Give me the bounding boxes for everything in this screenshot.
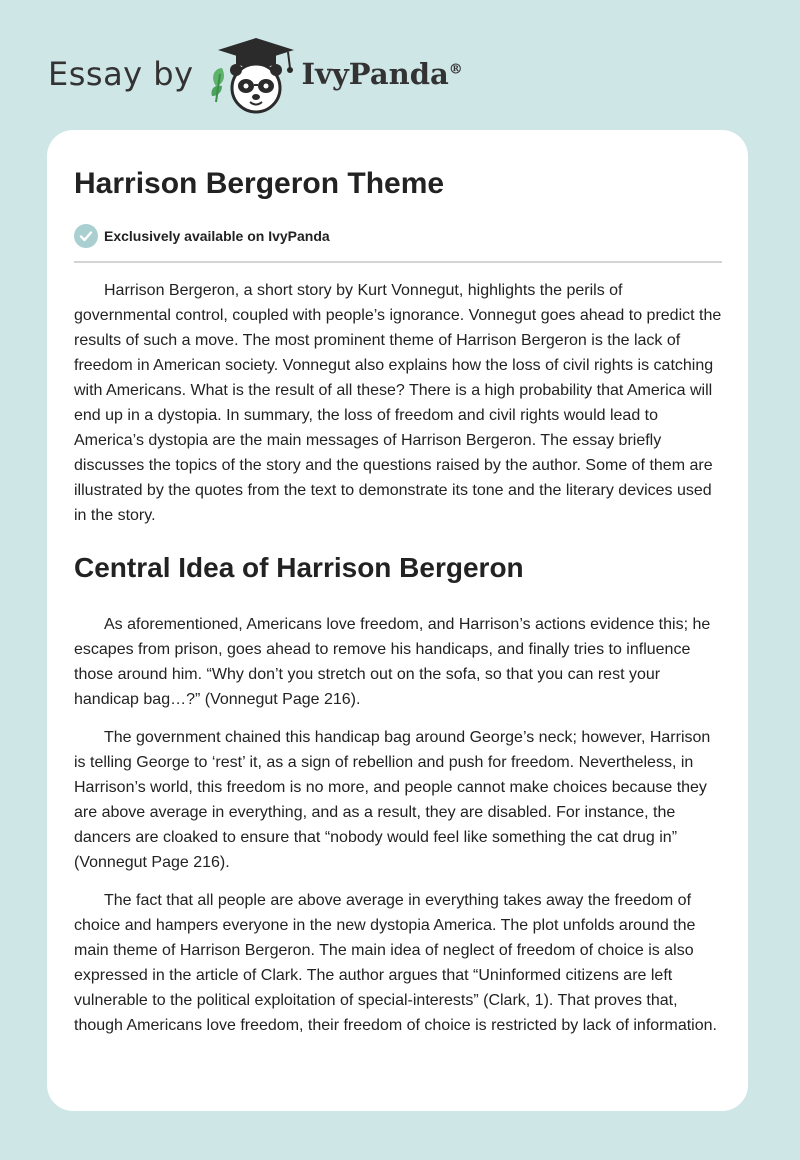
divider (74, 261, 722, 263)
section-heading: Central Idea of Harrison Bergeron (74, 552, 524, 583)
page-title: Harrison Bergeron Theme (74, 167, 445, 200)
brand-name-text: IvyPanda (301, 57, 449, 91)
paragraph-4: The fact that all people are above average in everything takes away the freedom of choice and hampers everyone in the new dystopia America. The plot unfolds around the main theme of Harrison Bergeron. The main idea of neglect of freedom of choice is also expressed in the article of Clark. The author argues that “Uninformed citizens are left vulnerable to the political exploitation of special-interests” (Clark, 1). That proves that, though Americans love freedom, their freedom of choice is restricted by lack of information. (74, 892, 717, 1034)
panda-logo-icon (206, 34, 298, 114)
badge-text: Exclusively available on IvyPanda (104, 228, 330, 244)
brand-name (302, 57, 463, 91)
paragraph-2: As aforementioned, Americans love freedom, and Harrison’s actions evidence this; he escapes from prison, goes ahead to remove his handicaps, and finally tries to influence those around him. “Why don’t you stretch out on the sofa, so that you can rest your handicap bag…?” (Vonnegut Page 216). (74, 616, 711, 708)
essay-card (47, 130, 748, 1111)
paragraph-intro: Harrison Bergeron, a short story by Kurt Vonnegut, highlights the perils of governmental control, coupled with people’s ignorance. Vonnegut goes ahead to predict the results of such a move. The most prominent theme of Harrison Bergeron is the lack of freedom in American society. Vonnegut also explains how the loss of civil rights is catching with Americans. What is the result of all these? There is a high probability that America will end up in a dystopia. In summary, the loss of freedom and civil rights would lead to America’s dystopia are the main messages of Harrison Bergeron. The essay briefly discusses the topics of the story and the questions raised by the author. Some of them are illustrated by the quotes from the text to demonstrate its tone and the literary devices used in the story. (74, 282, 722, 524)
exclusive-badge (74, 223, 722, 249)
paragraph-3: The government chained this handicap bag around George’s neck; however, Harrison is telling George to ‘rest’ it, as a sign of rebellion and push for freedom. Nevertheless, in Harrison’s world, this freedom is no more, and people cannot make choices because they are above average in everything, and as a result, they are disabled. For instance, the dancers are cloaked to ensure that “nobody would feel like something the cat drug in” (Vonnegut Page 216). (74, 729, 711, 871)
essay-by-label: Essay by (48, 55, 194, 93)
registered-mark: ® (448, 61, 463, 78)
check-icon (74, 224, 98, 248)
site-header (48, 34, 463, 114)
